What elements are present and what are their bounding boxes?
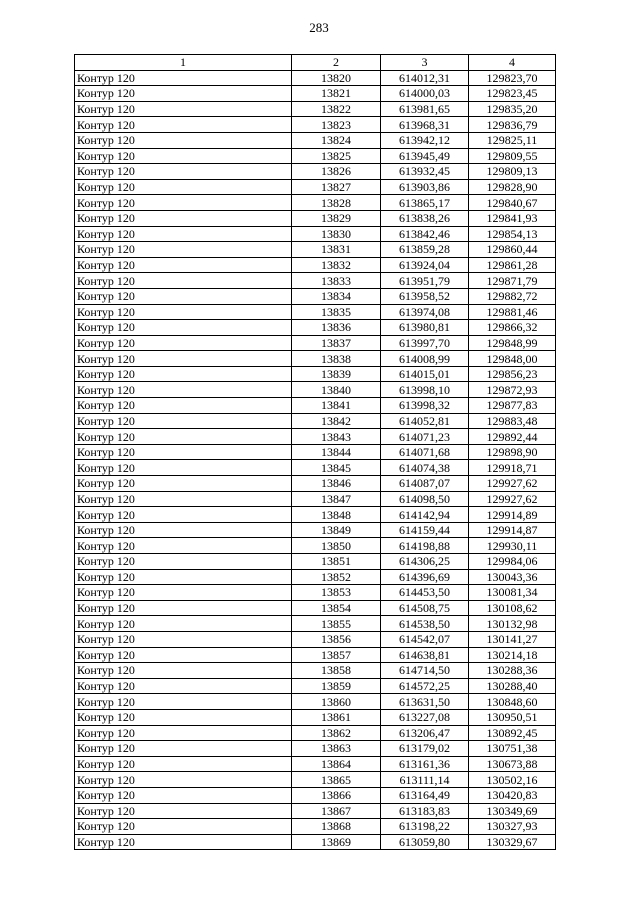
- y-coordinate-cell: 129866,32: [469, 320, 556, 336]
- x-coordinate-cell: 613924,04: [381, 257, 469, 273]
- contour-name-cell: Контур 120: [75, 101, 292, 117]
- x-coordinate-cell: 614142,94: [381, 507, 469, 523]
- y-coordinate-cell: 129927,62: [469, 476, 556, 492]
- point-number-cell: 13854: [292, 600, 381, 616]
- point-number-cell: 13844: [292, 444, 381, 460]
- table-row: [75, 803, 556, 819]
- y-coordinate-cell: 129861,28: [469, 257, 556, 273]
- contour-name-cell: Контур 120: [75, 678, 292, 694]
- header-cell-1: 1: [75, 55, 292, 71]
- point-number-cell: 13843: [292, 429, 381, 445]
- header-cell-3: 3: [381, 55, 469, 71]
- y-coordinate-cell: 129930,11: [469, 538, 556, 554]
- table-row: [75, 398, 556, 414]
- y-coordinate-cell: 130108,62: [469, 600, 556, 616]
- y-coordinate-cell: 130043,36: [469, 569, 556, 585]
- table-header: [75, 55, 556, 71]
- contour-name-cell: Контур 120: [75, 444, 292, 460]
- table-row: [75, 460, 556, 476]
- x-coordinate-cell: 614071,23: [381, 429, 469, 445]
- point-number-cell: 13824: [292, 132, 381, 148]
- point-number-cell: 13851: [292, 554, 381, 570]
- point-number-cell: 13825: [292, 148, 381, 164]
- x-coordinate-cell: 613198,22: [381, 819, 469, 835]
- x-coordinate-cell: 614087,07: [381, 476, 469, 492]
- y-coordinate-cell: 129825,11: [469, 132, 556, 148]
- x-coordinate-cell: 614396,69: [381, 569, 469, 585]
- x-coordinate-cell: 613838,26: [381, 210, 469, 226]
- contour-name-cell: Контур 120: [75, 507, 292, 523]
- y-coordinate-cell: 129823,45: [469, 86, 556, 102]
- point-number-cell: 13837: [292, 335, 381, 351]
- point-number-cell: 13823: [292, 117, 381, 133]
- point-number-cell: 13858: [292, 663, 381, 679]
- point-number-cell: 13853: [292, 585, 381, 601]
- table-row: [75, 257, 556, 273]
- table-row: [75, 382, 556, 398]
- y-coordinate-cell: 129882,72: [469, 288, 556, 304]
- point-number-cell: 13868: [292, 819, 381, 835]
- point-number-cell: 13831: [292, 242, 381, 258]
- x-coordinate-cell: 613997,70: [381, 335, 469, 351]
- y-coordinate-cell: 130327,93: [469, 819, 556, 835]
- y-coordinate-cell: 129892,44: [469, 429, 556, 445]
- header-cell-2: 2: [292, 55, 381, 71]
- point-number-cell: 13850: [292, 538, 381, 554]
- point-number-cell: 13859: [292, 678, 381, 694]
- y-coordinate-cell: 130081,34: [469, 585, 556, 601]
- contour-name-cell: Контур 120: [75, 725, 292, 741]
- point-number-cell: 13865: [292, 772, 381, 788]
- table-row: [75, 164, 556, 180]
- table-row: [75, 226, 556, 242]
- contour-name-cell: Контур 120: [75, 179, 292, 195]
- contour-name-cell: Контур 120: [75, 756, 292, 772]
- contour-name-cell: Контур 120: [75, 554, 292, 570]
- y-coordinate-cell: 130673,88: [469, 756, 556, 772]
- table-row: [75, 522, 556, 538]
- contour-name-cell: Контур 120: [75, 476, 292, 492]
- table-row: [75, 335, 556, 351]
- x-coordinate-cell: 614159,44: [381, 522, 469, 538]
- contour-name-cell: Контур 120: [75, 600, 292, 616]
- contour-name-cell: Контур 120: [75, 86, 292, 102]
- table-row: [75, 819, 556, 835]
- x-coordinate-cell: 613998,10: [381, 382, 469, 398]
- x-coordinate-cell: 613859,28: [381, 242, 469, 258]
- y-coordinate-cell: 130132,98: [469, 616, 556, 632]
- table-row: [75, 600, 556, 616]
- x-coordinate-cell: 613980,81: [381, 320, 469, 336]
- point-number-cell: 13838: [292, 351, 381, 367]
- table-row: [75, 86, 556, 102]
- contour-name-cell: Контур 120: [75, 709, 292, 725]
- point-number-cell: 13841: [292, 398, 381, 414]
- point-number-cell: 13855: [292, 616, 381, 632]
- table-row: [75, 756, 556, 772]
- table-row: [75, 70, 556, 86]
- x-coordinate-cell: 613631,50: [381, 694, 469, 710]
- point-number-cell: 13822: [292, 101, 381, 117]
- x-coordinate-cell: 613111,14: [381, 772, 469, 788]
- contour-name-cell: Контур 120: [75, 429, 292, 445]
- x-coordinate-cell: 614572,25: [381, 678, 469, 694]
- y-coordinate-cell: 130751,38: [469, 741, 556, 757]
- contour-name-cell: Контур 120: [75, 132, 292, 148]
- contour-name-cell: Контур 120: [75, 320, 292, 336]
- table-row: [75, 179, 556, 195]
- table-row: [75, 429, 556, 445]
- point-number-cell: 13847: [292, 491, 381, 507]
- y-coordinate-cell: 129828,90: [469, 179, 556, 195]
- contour-name-cell: Контур 120: [75, 242, 292, 258]
- table-row: [75, 132, 556, 148]
- point-number-cell: 13828: [292, 195, 381, 211]
- y-coordinate-cell: 129848,99: [469, 335, 556, 351]
- y-coordinate-cell: 129883,48: [469, 413, 556, 429]
- point-number-cell: 13867: [292, 803, 381, 819]
- contour-name-cell: Контур 120: [75, 398, 292, 414]
- point-number-cell: 13863: [292, 741, 381, 757]
- table-row: [75, 585, 556, 601]
- table-row: [75, 304, 556, 320]
- point-number-cell: 13834: [292, 288, 381, 304]
- y-coordinate-cell: 129840,67: [469, 195, 556, 211]
- table-row: [75, 647, 556, 663]
- contour-name-cell: Контур 120: [75, 304, 292, 320]
- x-coordinate-cell: 614071,68: [381, 444, 469, 460]
- contour-name-cell: Контур 120: [75, 460, 292, 476]
- y-coordinate-cell: 130848,60: [469, 694, 556, 710]
- contour-name-cell: Контур 120: [75, 210, 292, 226]
- contour-name-cell: Контур 120: [75, 70, 292, 86]
- x-coordinate-cell: 613206,47: [381, 725, 469, 741]
- point-number-cell: 13856: [292, 631, 381, 647]
- point-number-cell: 13842: [292, 413, 381, 429]
- contour-name-cell: Контур 120: [75, 522, 292, 538]
- y-coordinate-cell: 129836,79: [469, 117, 556, 133]
- y-coordinate-cell: 129856,23: [469, 366, 556, 382]
- table-row: [75, 148, 556, 164]
- y-coordinate-cell: 129898,90: [469, 444, 556, 460]
- contour-name-cell: Контур 120: [75, 569, 292, 585]
- point-number-cell: 13827: [292, 179, 381, 195]
- x-coordinate-cell: 613865,17: [381, 195, 469, 211]
- x-coordinate-cell: 614074,38: [381, 460, 469, 476]
- contour-name-cell: Контур 120: [75, 834, 292, 850]
- y-coordinate-cell: 129872,93: [469, 382, 556, 398]
- y-coordinate-cell: 129914,87: [469, 522, 556, 538]
- point-number-cell: 13861: [292, 709, 381, 725]
- x-coordinate-cell: 613183,83: [381, 803, 469, 819]
- contour-name-cell: Контур 120: [75, 663, 292, 679]
- contour-name-cell: Контур 120: [75, 288, 292, 304]
- y-coordinate-cell: 130892,45: [469, 725, 556, 741]
- x-coordinate-cell: 614306,25: [381, 554, 469, 570]
- header-cell-4: 4: [469, 55, 556, 71]
- table-row: [75, 741, 556, 757]
- y-coordinate-cell: 129841,93: [469, 210, 556, 226]
- table-row: [75, 288, 556, 304]
- table-row: [75, 616, 556, 632]
- contour-name-cell: Контур 120: [75, 366, 292, 382]
- contour-name-cell: Контур 120: [75, 819, 292, 835]
- point-number-cell: 13862: [292, 725, 381, 741]
- point-number-cell: 13833: [292, 273, 381, 289]
- x-coordinate-cell: 613998,32: [381, 398, 469, 414]
- table-row: [75, 554, 556, 570]
- y-coordinate-cell: 130329,67: [469, 834, 556, 850]
- y-coordinate-cell: 129809,55: [469, 148, 556, 164]
- y-coordinate-cell: 130420,83: [469, 787, 556, 803]
- y-coordinate-cell: 130214,18: [469, 647, 556, 663]
- table-body: [75, 70, 556, 850]
- x-coordinate-cell: 613945,49: [381, 148, 469, 164]
- y-coordinate-cell: 129927,62: [469, 491, 556, 507]
- x-coordinate-cell: 613974,08: [381, 304, 469, 320]
- coordinates-table: [74, 54, 556, 850]
- point-number-cell: 13840: [292, 382, 381, 398]
- y-coordinate-cell: 129881,46: [469, 304, 556, 320]
- table-row: [75, 694, 556, 710]
- y-coordinate-cell: 129871,79: [469, 273, 556, 289]
- y-coordinate-cell: 129835,20: [469, 101, 556, 117]
- y-coordinate-cell: 129984,06: [469, 554, 556, 570]
- point-number-cell: 13860: [292, 694, 381, 710]
- contour-name-cell: Контур 120: [75, 351, 292, 367]
- y-coordinate-cell: 129809,13: [469, 164, 556, 180]
- contour-name-cell: Контур 120: [75, 148, 292, 164]
- point-number-cell: 13832: [292, 257, 381, 273]
- x-coordinate-cell: 614638,81: [381, 647, 469, 663]
- x-coordinate-cell: 614538,50: [381, 616, 469, 632]
- y-coordinate-cell: 130502,16: [469, 772, 556, 788]
- contour-name-cell: Контур 120: [75, 538, 292, 554]
- point-number-cell: 13849: [292, 522, 381, 538]
- x-coordinate-cell: 613981,65: [381, 101, 469, 117]
- table-row: [75, 273, 556, 289]
- contour-name-cell: Контур 120: [75, 694, 292, 710]
- point-number-cell: 13848: [292, 507, 381, 523]
- contour-name-cell: Контур 120: [75, 226, 292, 242]
- table-row: [75, 101, 556, 117]
- point-number-cell: 13864: [292, 756, 381, 772]
- point-number-cell: 13836: [292, 320, 381, 336]
- table-row: [75, 117, 556, 133]
- point-number-cell: 13839: [292, 366, 381, 382]
- table-row: [75, 413, 556, 429]
- x-coordinate-cell: 613942,12: [381, 132, 469, 148]
- y-coordinate-cell: 130288,36: [469, 663, 556, 679]
- x-coordinate-cell: 613179,02: [381, 741, 469, 757]
- x-coordinate-cell: 613958,52: [381, 288, 469, 304]
- x-coordinate-cell: 613059,80: [381, 834, 469, 850]
- table-row: [75, 320, 556, 336]
- y-coordinate-cell: 129860,44: [469, 242, 556, 258]
- table-row: [75, 787, 556, 803]
- header-row: [75, 55, 556, 71]
- table-row: [75, 476, 556, 492]
- x-coordinate-cell: 613951,79: [381, 273, 469, 289]
- point-number-cell: 13829: [292, 210, 381, 226]
- table-row: [75, 678, 556, 694]
- y-coordinate-cell: 129918,71: [469, 460, 556, 476]
- table-row: [75, 195, 556, 211]
- contour-name-cell: Контур 120: [75, 803, 292, 819]
- x-coordinate-cell: 613903,86: [381, 179, 469, 195]
- point-number-cell: 13845: [292, 460, 381, 476]
- y-coordinate-cell: 130288,40: [469, 678, 556, 694]
- table-row: [75, 834, 556, 850]
- point-number-cell: 13866: [292, 787, 381, 803]
- point-number-cell: 13835: [292, 304, 381, 320]
- contour-name-cell: Контур 120: [75, 741, 292, 757]
- contour-name-cell: Контур 120: [75, 335, 292, 351]
- contour-name-cell: Контур 120: [75, 616, 292, 632]
- point-number-cell: 13846: [292, 476, 381, 492]
- table-row: [75, 631, 556, 647]
- point-number-cell: 13852: [292, 569, 381, 585]
- contour-name-cell: Контур 120: [75, 787, 292, 803]
- x-coordinate-cell: 614052,81: [381, 413, 469, 429]
- contour-name-cell: Контур 120: [75, 647, 292, 663]
- table-row: [75, 725, 556, 741]
- x-coordinate-cell: 614508,75: [381, 600, 469, 616]
- contour-name-cell: Контур 120: [75, 491, 292, 507]
- y-coordinate-cell: 129823,70: [469, 70, 556, 86]
- table-row: [75, 507, 556, 523]
- table-row: [75, 538, 556, 554]
- contour-name-cell: Контур 120: [75, 585, 292, 601]
- contour-name-cell: Контур 120: [75, 195, 292, 211]
- y-coordinate-cell: 129914,89: [469, 507, 556, 523]
- contour-name-cell: Контур 120: [75, 631, 292, 647]
- y-coordinate-cell: 129877,83: [469, 398, 556, 414]
- x-coordinate-cell: 613227,08: [381, 709, 469, 725]
- contour-name-cell: Контур 120: [75, 164, 292, 180]
- table-row: [75, 444, 556, 460]
- y-coordinate-cell: 130950,51: [469, 709, 556, 725]
- point-number-cell: 13869: [292, 834, 381, 850]
- table-row: [75, 569, 556, 585]
- x-coordinate-cell: 614198,88: [381, 538, 469, 554]
- point-number-cell: 13821: [292, 86, 381, 102]
- x-coordinate-cell: 614008,99: [381, 351, 469, 367]
- contour-name-cell: Контур 120: [75, 257, 292, 273]
- x-coordinate-cell: 614714,50: [381, 663, 469, 679]
- contour-name-cell: Контур 120: [75, 117, 292, 133]
- y-coordinate-cell: 129848,00: [469, 351, 556, 367]
- y-coordinate-cell: 130349,69: [469, 803, 556, 819]
- point-number-cell: 13820: [292, 70, 381, 86]
- contour-name-cell: Контур 120: [75, 772, 292, 788]
- point-number-cell: 13857: [292, 647, 381, 663]
- table-row: [75, 663, 556, 679]
- table-row: [75, 242, 556, 258]
- x-coordinate-cell: 614000,03: [381, 86, 469, 102]
- x-coordinate-cell: 614098,50: [381, 491, 469, 507]
- table-row: [75, 210, 556, 226]
- table-row: [75, 351, 556, 367]
- point-number-cell: 13830: [292, 226, 381, 242]
- x-coordinate-cell: 613164,49: [381, 787, 469, 803]
- x-coordinate-cell: 614542,07: [381, 631, 469, 647]
- contour-name-cell: Контур 120: [75, 382, 292, 398]
- point-number-cell: 13826: [292, 164, 381, 180]
- table-row: [75, 772, 556, 788]
- x-coordinate-cell: 613161,36: [381, 756, 469, 772]
- page-number: 283: [309, 20, 329, 35]
- x-coordinate-cell: 614012,31: [381, 70, 469, 86]
- x-coordinate-cell: 614015,01: [381, 366, 469, 382]
- y-coordinate-cell: 130141,27: [469, 631, 556, 647]
- contour-name-cell: Контур 120: [75, 273, 292, 289]
- table-row: [75, 709, 556, 725]
- x-coordinate-cell: 613932,45: [381, 164, 469, 180]
- x-coordinate-cell: 613968,31: [381, 117, 469, 133]
- table-row: [75, 366, 556, 382]
- y-coordinate-cell: 129854,13: [469, 226, 556, 242]
- contour-name-cell: Контур 120: [75, 413, 292, 429]
- x-coordinate-cell: 614453,50: [381, 585, 469, 601]
- table-row: [75, 491, 556, 507]
- x-coordinate-cell: 613842,46: [381, 226, 469, 242]
